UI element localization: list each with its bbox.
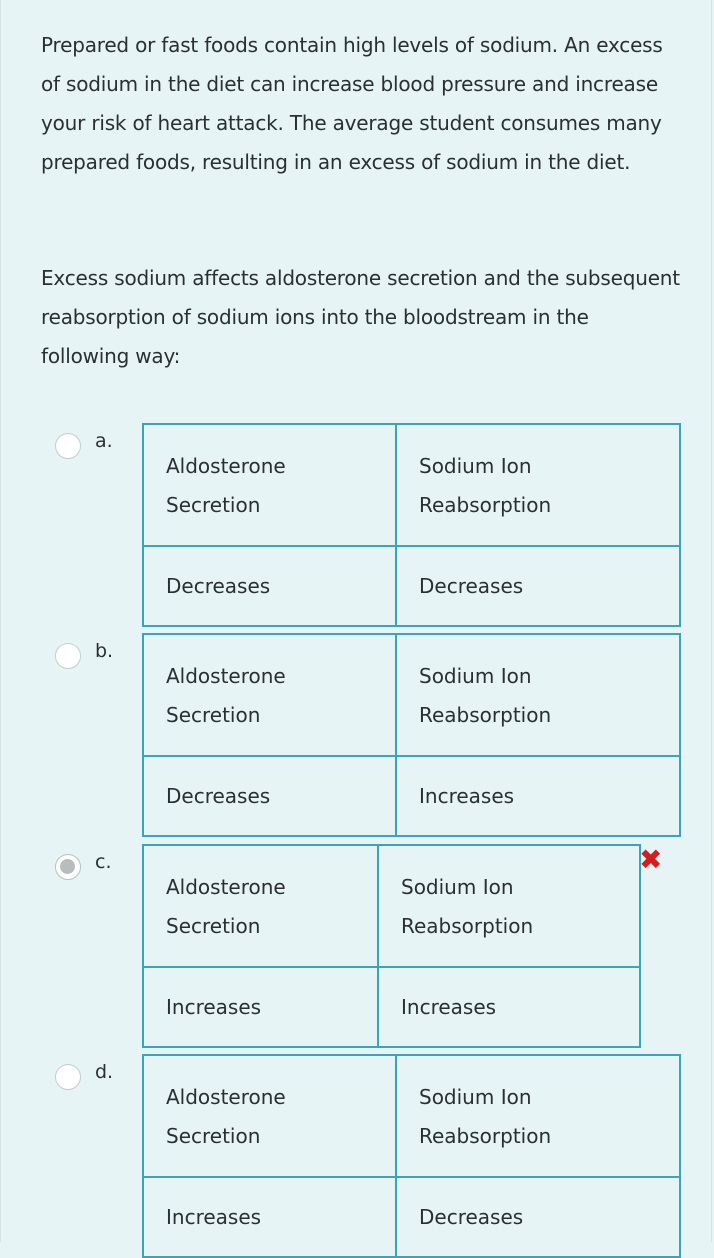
option-d-value-sodium: Decreases: [396, 1177, 680, 1257]
option-b-letter: b.: [95, 640, 114, 662]
option-a-header-sodium: Sodium Ion Reabsorption: [396, 424, 680, 546]
passage-paragraph-1: Prepared or fast foods contain high levels of sodium. An excess of sodium in the diet can increase blood pressure and increase your risk of heart attack. The average student consumes many prepared foods, resulting in an excess of sodium in the diet.: [41, 33, 663, 174]
option-a-radio[interactable]: [55, 433, 81, 459]
option-c-radio-selected[interactable]: [55, 854, 81, 880]
option-b-value-sodium: Increases: [396, 756, 680, 836]
incorrect-x-icon: ✖: [639, 843, 663, 876]
option-a-value-aldosterone: Decreases: [143, 546, 396, 626]
option-c-value-aldosterone: Increases: [143, 967, 378, 1047]
option-a-letter: a.: [95, 430, 113, 452]
option-b-table: [142, 633, 681, 837]
option-c-header-sodium: Sodium Ion Reabsorption: [378, 845, 640, 967]
option-c-table: [142, 844, 641, 1048]
option-d-letter: d.: [95, 1061, 114, 1083]
option-a-table: [142, 423, 681, 627]
passage-paragraph-2: Excess sodium affects aldosterone secretion and the subsequent reabsorption of sodium ions into the bloodstream in the following way:: [41, 266, 680, 368]
option-c-value-sodium: Increases: [378, 967, 640, 1047]
option-d-header-aldosterone: Aldosterone Secretion: [143, 1055, 396, 1177]
option-b-header-sodium: Sodium Ion Reabsorption: [396, 634, 680, 756]
option-d-value-aldosterone: Increases: [143, 1177, 396, 1257]
option-d-header-sodium: Sodium Ion Reabsorption: [396, 1055, 680, 1177]
option-b-header-aldosterone: Aldosterone Secretion: [143, 634, 396, 756]
option-c-header-aldosterone: Aldosterone Secretion: [143, 845, 378, 967]
option-b-radio[interactable]: [55, 643, 81, 669]
option-d-table: [142, 1054, 681, 1258]
option-a-header-aldosterone: Aldosterone Secretion: [143, 424, 396, 546]
option-b-value-aldosterone: Decreases: [143, 756, 396, 836]
option-d-radio[interactable]: [55, 1064, 81, 1090]
option-c-letter: c.: [95, 851, 112, 873]
option-a-value-sodium: Decreases: [396, 546, 680, 626]
